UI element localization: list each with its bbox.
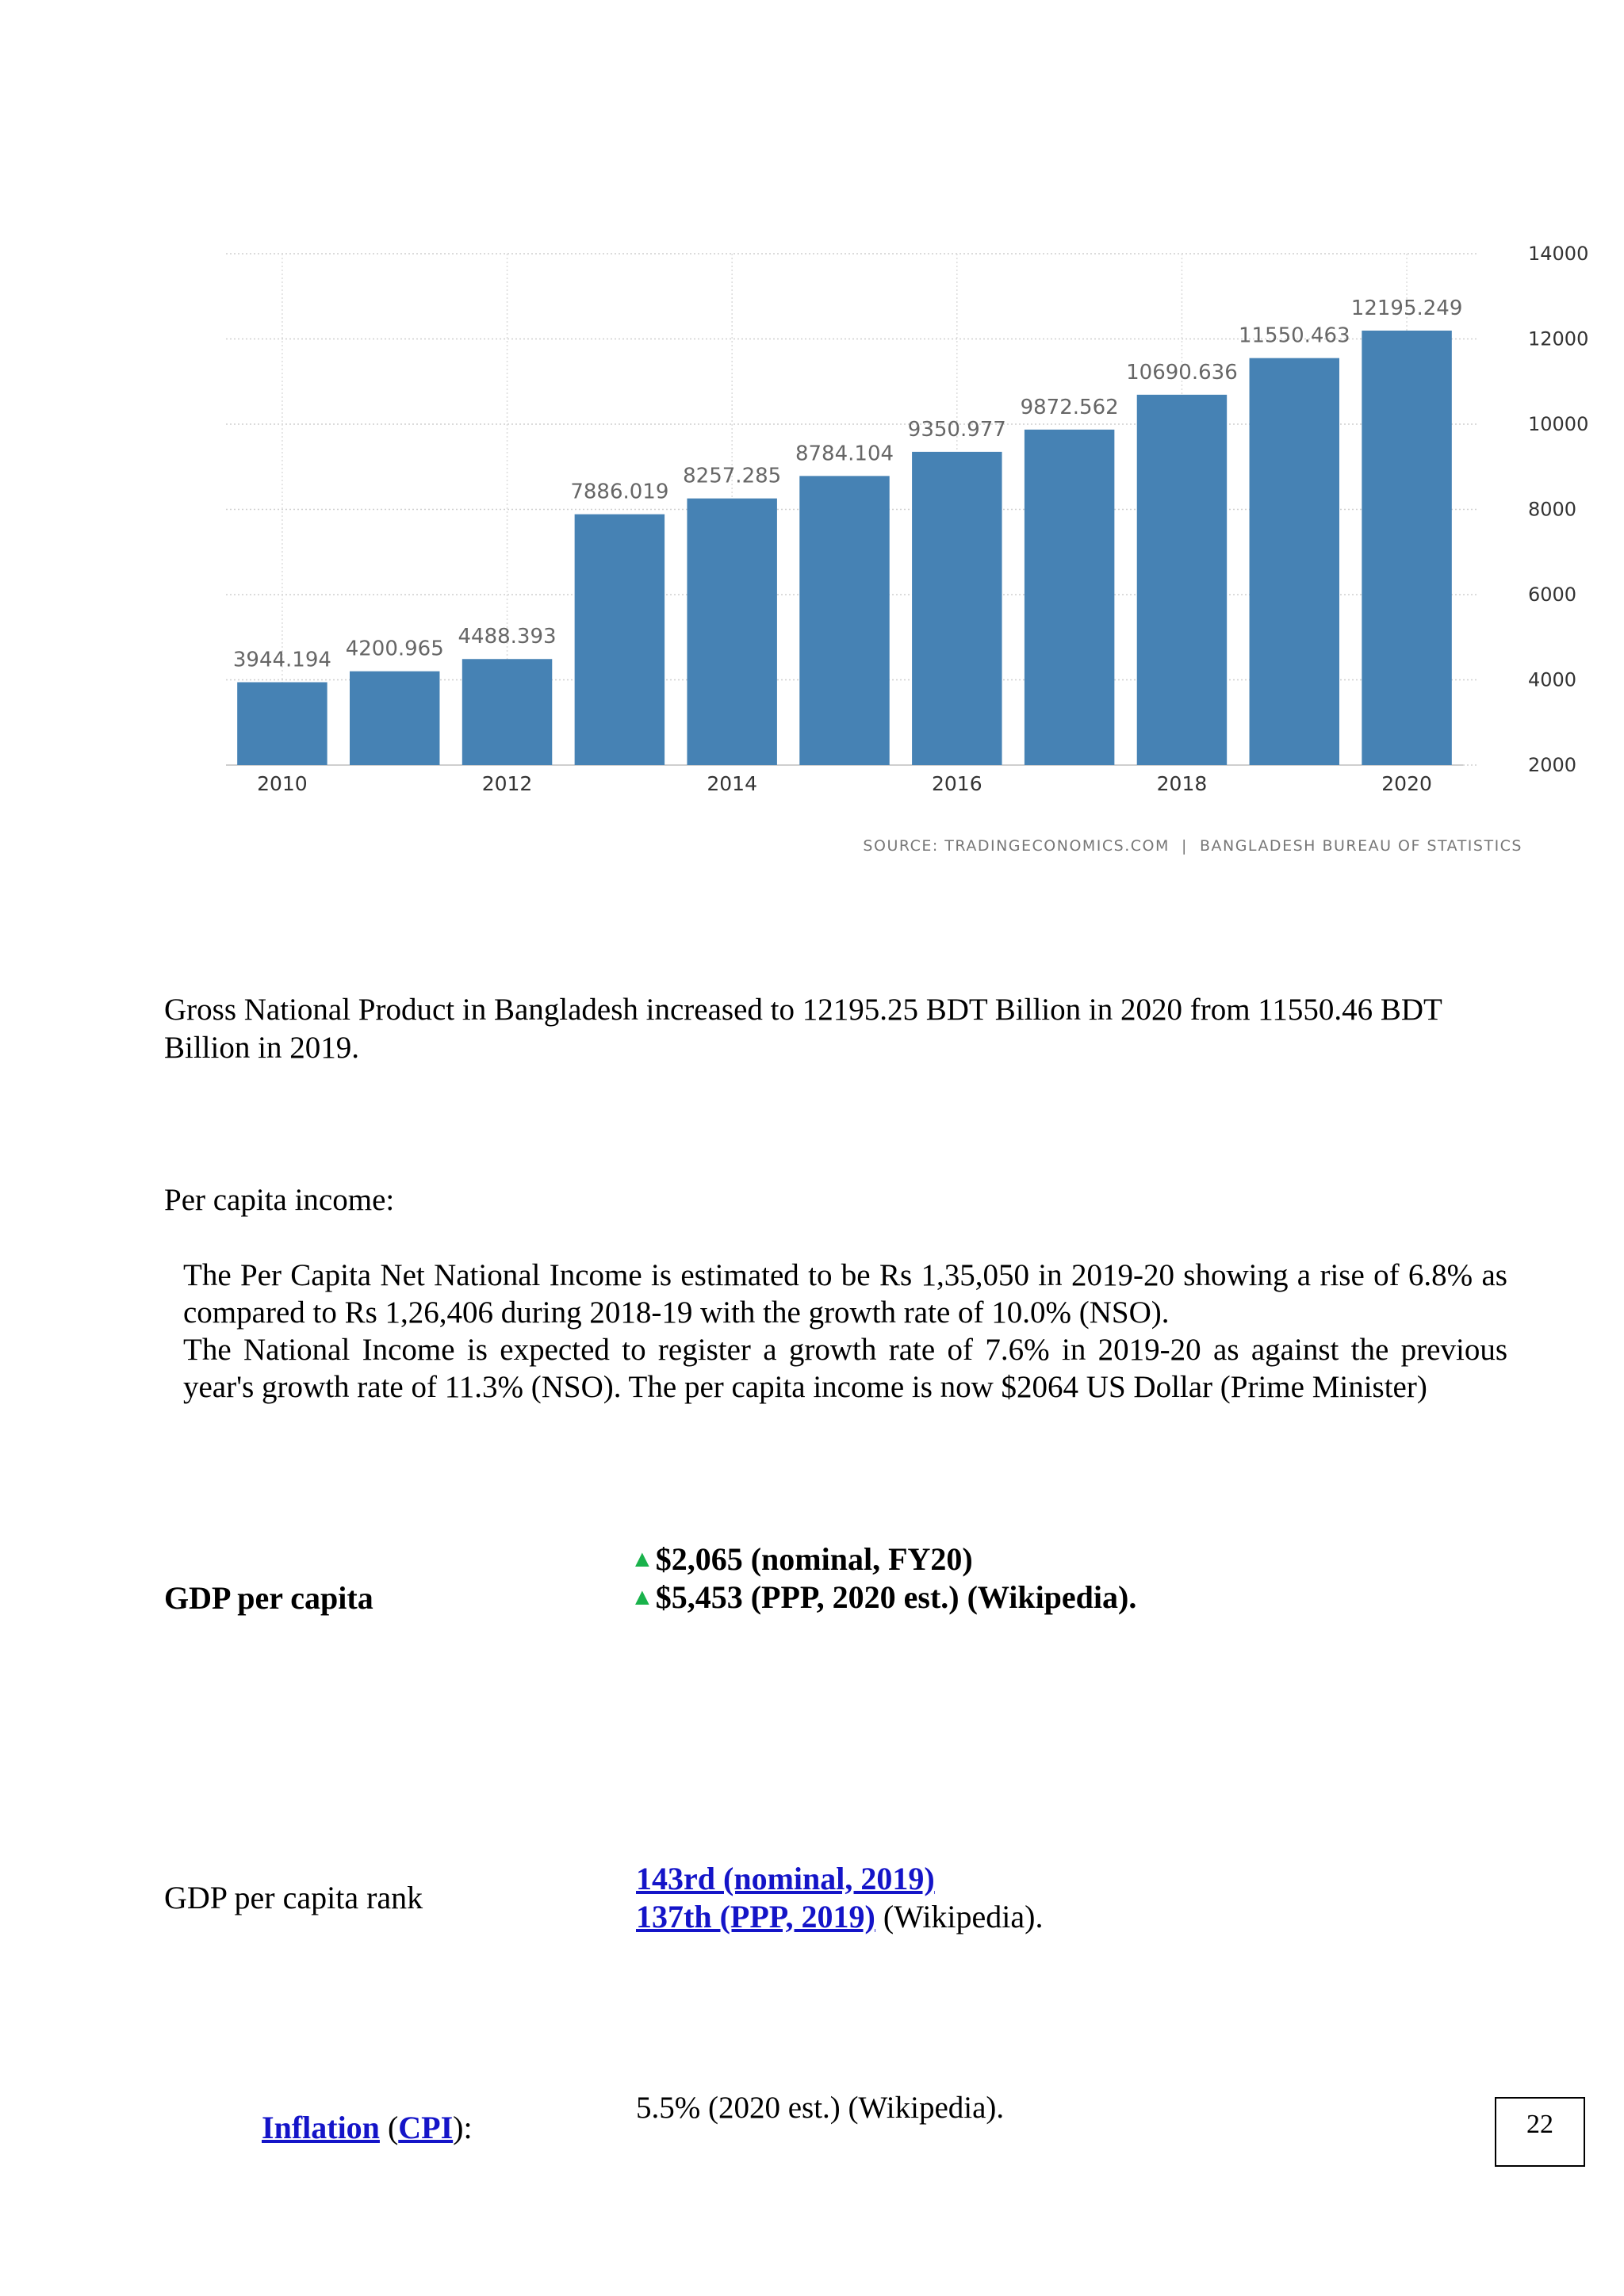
gdp-ppp-row	[630, 1578, 1136, 1617]
data-label: 9350.977	[907, 417, 1006, 442]
gdp-rank-label: GDP per capita rank	[164, 1880, 423, 1915]
x-tick-label: 2010	[257, 772, 308, 795]
rank-ppp-link[interactable]: 137th (PPP, 2019)	[636, 1899, 875, 1934]
page-number: 22	[1495, 2097, 1585, 2167]
inflation-label	[262, 2109, 473, 2146]
y-tick-label: 4000	[1528, 668, 1577, 691]
y-tick-label: 12000	[1528, 327, 1589, 350]
x-tick-label: 2014	[707, 772, 757, 795]
chart-x-ticks	[257, 772, 1432, 795]
bar	[1250, 358, 1339, 765]
per-capita-body	[183, 1257, 1507, 1406]
bar	[462, 659, 552, 765]
chart-bars	[237, 331, 1452, 765]
chart-y-ticks	[1528, 243, 1588, 776]
gnp-paragraph: Gross National Product in Bangladesh increased to 12195.25 BDT Billion in 2020 from 11550.46 BDT Billion in 2019.	[164, 993, 1442, 1065]
bar	[912, 452, 1002, 765]
bar	[237, 682, 327, 765]
bar	[350, 672, 439, 765]
data-label: 10690.636	[1126, 360, 1238, 385]
bar	[799, 476, 889, 765]
bar	[1137, 395, 1227, 765]
inflation-open-paren: (	[379, 2110, 399, 2145]
bar	[1025, 430, 1114, 765]
per-capita-line-2: The National Income is expected to register a growth rate of 7.6% in 2019-20 as against the previous year's growth rate of 11.3% (NSO). The per capita income is now $2064 US Dollar (Prime Minister)	[183, 1333, 1507, 1404]
x-tick-label: 2018	[1156, 772, 1208, 795]
gdp-rank-values	[636, 1860, 1043, 1936]
gnp-bar-chart	[214, 230, 1589, 872]
increase-triangle-icon: ▲	[630, 1546, 654, 1572]
rank-nominal-link[interactable]: 143rd (nominal, 2019)	[636, 1861, 935, 1896]
data-label: 8257.285	[683, 464, 782, 488]
increase-triangle-icon: ▲	[630, 1584, 654, 1610]
data-label: 3944.194	[232, 648, 331, 672]
x-tick-label: 2020	[1381, 772, 1432, 795]
data-label: 8784.104	[795, 442, 894, 466]
y-tick-label: 10000	[1528, 413, 1589, 435]
gdp-per-capita-values	[630, 1540, 1136, 1617]
gdp-per-capita-label: GDP per capita	[164, 1580, 373, 1616]
rank-source: (Wikipedia).	[875, 1899, 1044, 1934]
cpi-link[interactable]: CPI	[398, 2110, 454, 2145]
data-label: 11550.463	[1238, 323, 1350, 348]
data-label: 4200.965	[345, 637, 444, 661]
y-tick-label: 8000	[1528, 498, 1577, 521]
bar	[687, 499, 776, 765]
inflation-value: 5.5% (2020 est.) (Wikipedia).	[636, 2091, 1005, 2125]
y-tick-label: 6000	[1528, 584, 1577, 606]
data-label: 12195.249	[1350, 297, 1463, 321]
inflation-link[interactable]: Inflation	[262, 2110, 380, 2145]
gdp-ppp-value: $5,453 (PPP, 2020 est.) (Wikipedia).	[655, 1579, 1137, 1615]
bar	[575, 515, 665, 765]
y-tick-label: 2000	[1528, 754, 1577, 776]
inflation-close: ):	[453, 2110, 473, 2145]
gdp-nominal-value: $2,065 (nominal, FY20)	[655, 1541, 973, 1577]
per-capita-heading: Per capita income:	[164, 1183, 395, 1217]
gdp-nominal-row	[630, 1540, 1136, 1578]
x-tick-label: 2012	[481, 772, 533, 795]
x-tick-label: 2016	[932, 772, 982, 795]
data-label: 4488.393	[458, 625, 557, 649]
y-tick-label: 14000	[1528, 243, 1589, 265]
chart-source: SOURCE: TRADINGECONOMICS.COM | BANGLADESH BUREAU OF STATISTICS	[863, 837, 1522, 855]
per-capita-line-1: The Per Capita Net National Income is estimated to be Rs 1,35,050 in 2019-20 showing a rise of 6.8% as compared to Rs 1,26,406 during 2018-19 with the growth rate of 10.0% (NSO).	[183, 1258, 1507, 1330]
data-label: 9872.562	[1020, 395, 1119, 419]
data-label: 7886.019	[570, 480, 669, 504]
bar	[1362, 331, 1451, 765]
